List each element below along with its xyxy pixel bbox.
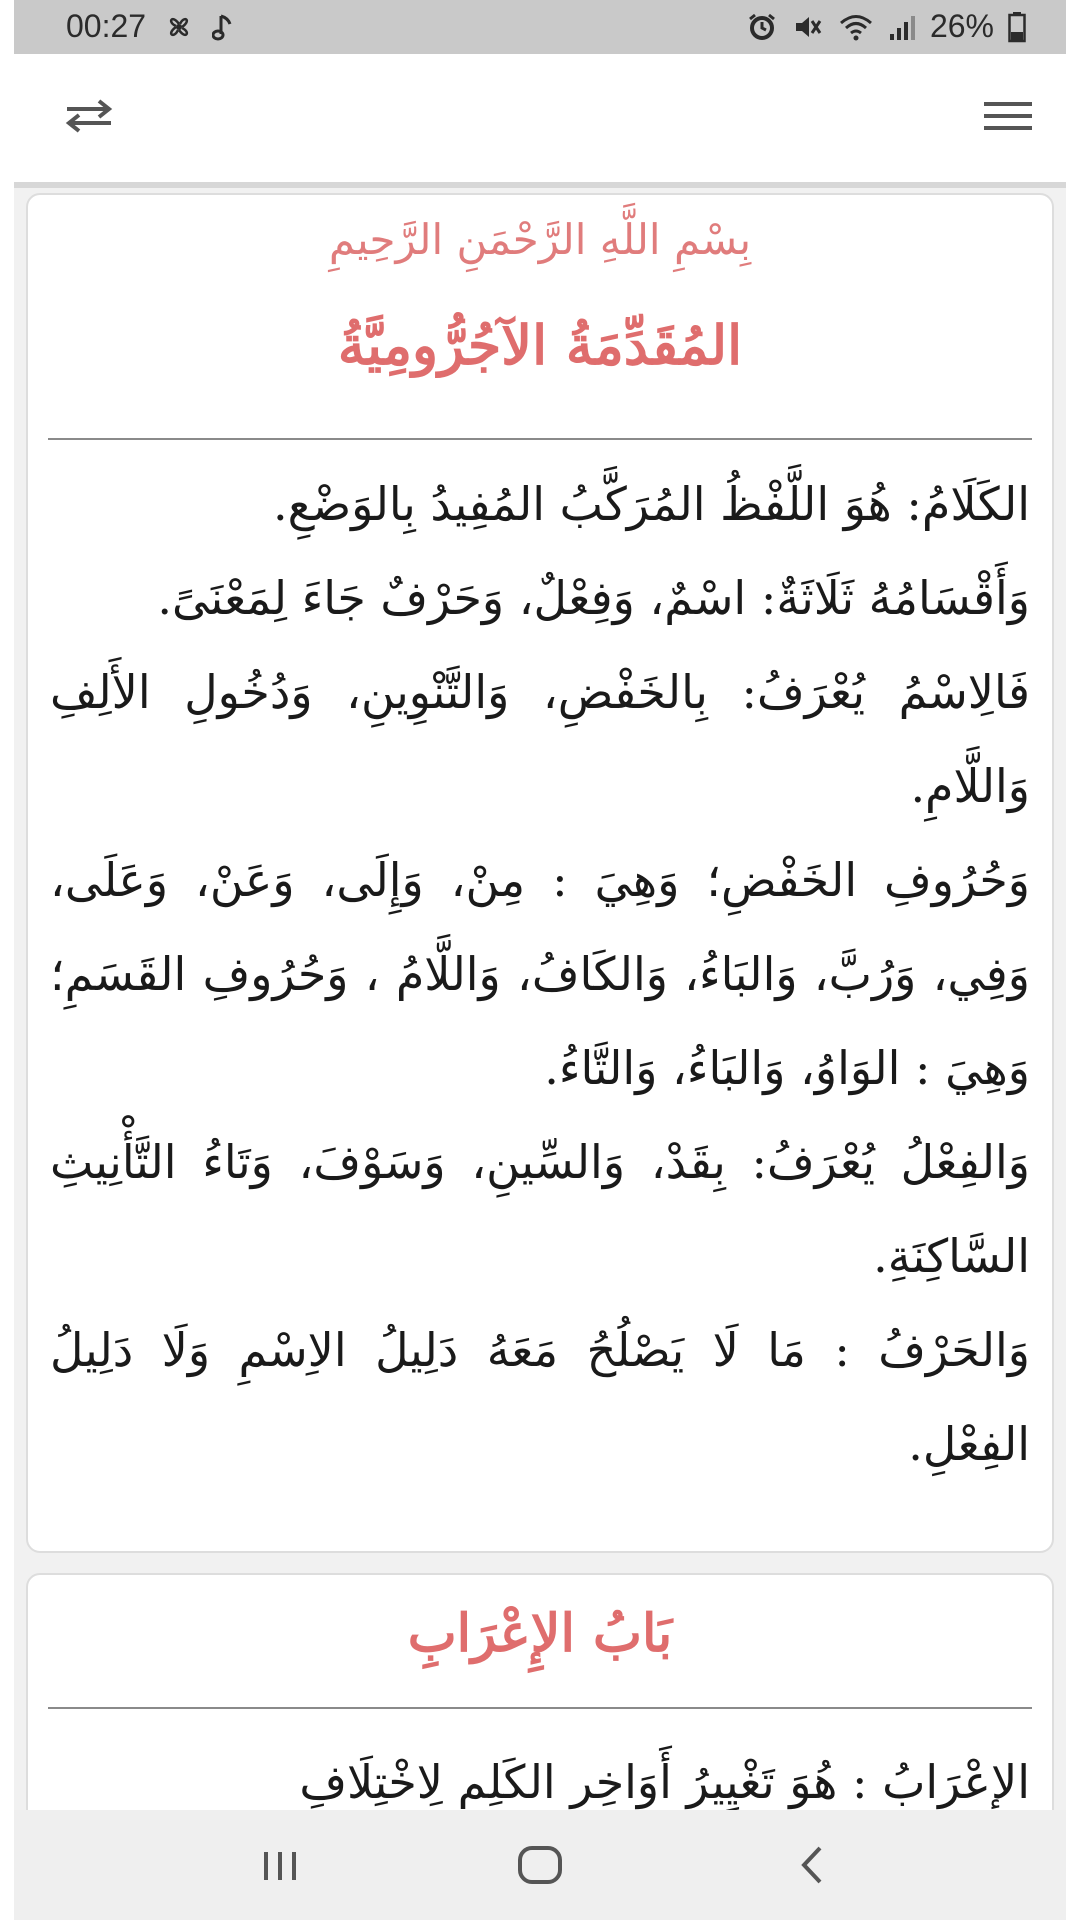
paragraph: فَالِاسْمُ يُعْرَفُ: بِالخَفْضِ، وَالتَّنْوِينِ، وَدُخُولِ الأَلِفِ وَاللَّامِ. — [50, 665, 1030, 813]
section-title: بَابُ الإِعْرَابِ — [407, 1603, 673, 1664]
fan-icon — [164, 12, 194, 42]
back-icon[interactable] — [784, 1840, 844, 1890]
app-bar — [14, 54, 1066, 188]
status-bar-left — [66, 8, 236, 45]
divider — [48, 438, 1032, 440]
section-text — [50, 457, 1030, 1491]
paragraph: وَالفِعْلُ يُعْرَفُ: بِقَدْ، وَالسِّينِ، وَسَوْفَ، وَتَاءُ التَّأْنِيثِ السَّاكِنَةِ. — [50, 1135, 1030, 1283]
recent-apps-icon[interactable] — [250, 1840, 310, 1890]
section-title: المُقَدِّمَةُ الآجُرُّومِيَّةُ — [337, 313, 743, 377]
section-text — [50, 1735, 1030, 1810]
section-card-intro — [26, 193, 1054, 1553]
mute-icon — [792, 11, 824, 43]
system-nav-bar — [14, 1810, 1066, 1920]
section-card-irab — [26, 1573, 1054, 1810]
battery-icon — [1008, 11, 1026, 43]
divider — [48, 1707, 1032, 1709]
paragraph: وَأَقْسَامُهُ ثَلَاثَةٌ: اسْمٌ، وَفِعْلٌ، وَحَرْفٌ جَاءَ لِمَعْنَىً. — [157, 571, 1030, 625]
paragraph: وَالحَرْفُ : مَا لَا يَصْلُحُ مَعَهُ دَلِيلُ الاِسْمِ وَلَا دَلِيلُ الفِعْلِ. — [50, 1323, 1030, 1471]
basmala-heading: بِسْمِ اللَّهِ الرَّحْمَنِ الرَّحِيمِ — [328, 215, 752, 264]
battery-percent: 26% — [929, 8, 994, 44]
music-note-icon — [212, 12, 236, 42]
status-time: 00:27 — [66, 8, 147, 44]
status-bar-right — [746, 8, 1026, 45]
wifi-icon — [838, 12, 874, 42]
home-icon[interactable] — [510, 1840, 570, 1890]
signal-icon — [888, 12, 916, 42]
paragraph: وَحُرُوفِ الخَفْضِ؛ وَهِيَ : مِنْ، وَإِلَى، وَعَنْ، وَعَلَى، وَفِي، وَرُبَّ، وَالبَاءُ، وَالكَافُ، وَاللَّامُ ، وَحُرُوفِ القَسَمِ؛ وَهِيَ : الوَاوُ، وَالبَاءُ، وَالتَّاءُ. — [50, 853, 1030, 1095]
hamburger-menu-icon[interactable] — [982, 96, 1034, 136]
paragraph: الكَلَامُ: هُوَ اللَّفْظُ المُرَكَّبُ المُفِيدُ بِالوَضْعِ. — [272, 477, 1030, 531]
alarm-icon — [746, 11, 778, 43]
content-area[interactable] — [14, 188, 1066, 1810]
swap-arrows-icon[interactable] — [59, 92, 119, 140]
paragraph: الإِعْرَابُ : هُوَ تَغْيِيرُ أَوَاخِرِ الكَلِمِ لِاخْتِلَافِ — [299, 1755, 1030, 1809]
status-bar — [14, 0, 1066, 54]
